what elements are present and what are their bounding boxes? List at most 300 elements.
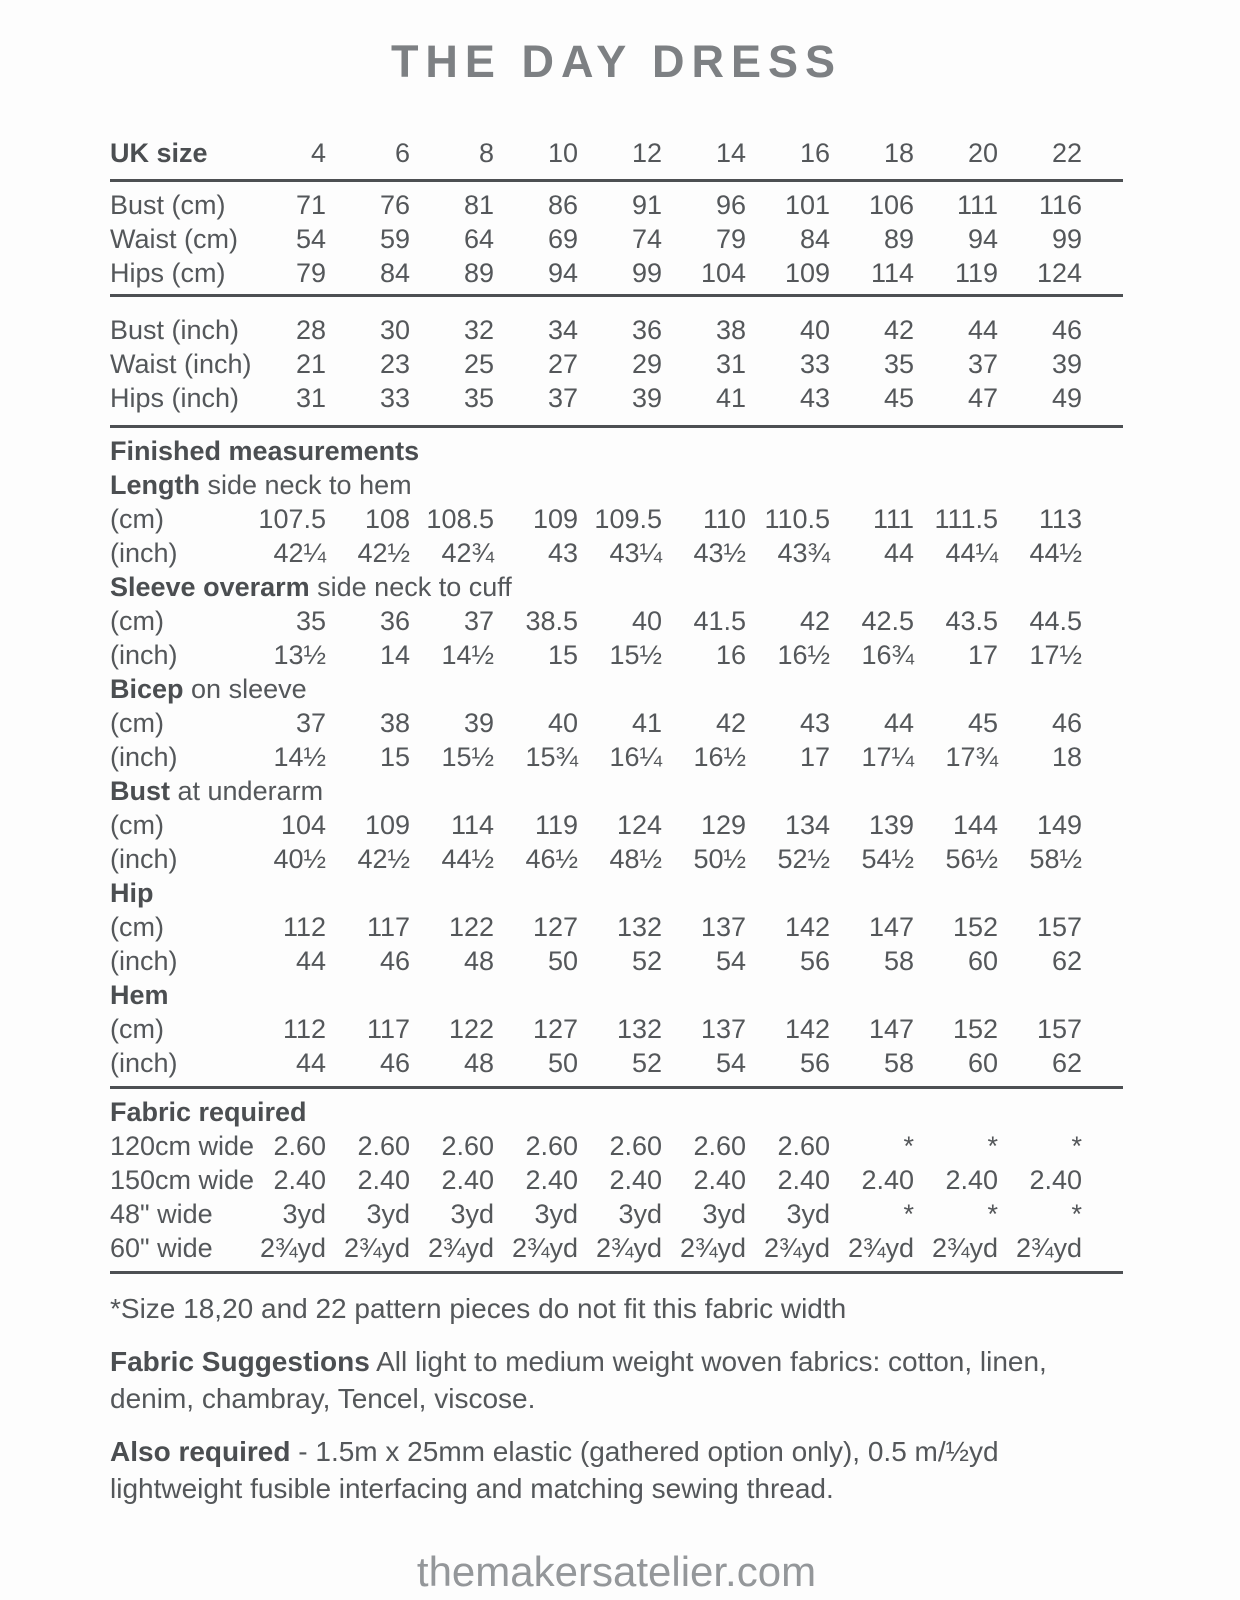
table-row xyxy=(110,347,1123,381)
cell-value: 137 xyxy=(700,912,746,942)
cell-value: 29 xyxy=(631,349,662,379)
cell-value: 37 xyxy=(547,383,578,413)
spacer-cell xyxy=(1082,944,1123,978)
cell-value: 124 xyxy=(616,810,662,840)
cell-value: 2.40 xyxy=(609,1165,662,1195)
cell-value: 28 xyxy=(295,315,326,345)
spacer-cell xyxy=(1082,1163,1123,1197)
cell-value: 36 xyxy=(631,315,662,345)
cell-value: 109.5 xyxy=(594,504,662,534)
finished-group-name: Bust xyxy=(110,776,170,806)
cell-value: 16½ xyxy=(693,742,746,772)
cell-value: 44½ xyxy=(441,844,494,874)
cell-value: 2¾yd xyxy=(679,1233,746,1263)
row-label: Waist (cm) xyxy=(110,224,238,254)
also-required-note xyxy=(110,1433,1123,1507)
cell-value: 22 xyxy=(1051,138,1082,168)
row-label: (cm) xyxy=(110,606,164,636)
cell-value: 54½ xyxy=(861,844,914,874)
spacer-cell xyxy=(1082,381,1123,415)
cell-value: 117 xyxy=(366,1014,410,1044)
cell-value: 18 xyxy=(1051,742,1082,772)
cell-value: 46 xyxy=(1051,315,1082,345)
cell-value: 58 xyxy=(883,946,914,976)
cell-value: 89 xyxy=(463,258,494,288)
cell-value: 38 xyxy=(715,315,746,345)
spacer-cell xyxy=(1082,808,1123,842)
table-row xyxy=(110,842,1123,876)
cell-value: 2¾yd xyxy=(595,1233,662,1263)
cell-value: 119 xyxy=(954,258,998,288)
cell-value: 4 xyxy=(310,138,326,168)
cell-value: 62 xyxy=(1051,946,1082,976)
cell-value: 16¾ xyxy=(861,640,914,670)
spacer-cell xyxy=(1082,910,1123,944)
finished-group-name: Sleeve overarm xyxy=(110,572,310,602)
cell-value: 129 xyxy=(700,810,746,840)
cell-value: 2.40 xyxy=(273,1165,326,1195)
cell-value: 31 xyxy=(715,349,746,379)
cell-value: 42¾ xyxy=(441,538,494,568)
spacer-cell xyxy=(1082,1046,1123,1080)
cell-value: 96 xyxy=(715,190,746,220)
cell-value: 107.5 xyxy=(258,504,326,534)
cell-value: 99 xyxy=(631,258,662,288)
row-label: (inch) xyxy=(110,1048,178,1078)
cell-value: 46 xyxy=(379,946,410,976)
spacer-cell xyxy=(1082,536,1123,570)
cell-value: 124 xyxy=(1036,258,1082,288)
cell-value: 35 xyxy=(883,349,914,379)
cell-value: 52½ xyxy=(777,844,830,874)
row-label: (cm) xyxy=(110,810,164,840)
cell-value: 91 xyxy=(631,190,662,220)
table-row xyxy=(110,1231,1123,1265)
spacer-cell xyxy=(1082,842,1123,876)
cell-value: 2.40 xyxy=(777,1165,830,1195)
spacer-cell xyxy=(1082,313,1123,347)
divider-rule xyxy=(110,425,1123,428)
cell-value: 127 xyxy=(532,912,578,942)
spacer-cell xyxy=(1082,222,1123,256)
fabric-required-section xyxy=(110,1095,1123,1265)
cell-value: 101 xyxy=(784,190,830,220)
cell-value: 12 xyxy=(631,138,662,168)
cell-value: 94 xyxy=(967,224,998,254)
spacer-cell xyxy=(1082,188,1123,222)
table-row xyxy=(110,131,1123,175)
row-label: (cm) xyxy=(110,1014,164,1044)
cell-value: * xyxy=(903,1131,914,1161)
cell-value: 106 xyxy=(868,190,914,220)
finished-groups xyxy=(110,468,1123,1080)
divider-rule xyxy=(110,179,1123,182)
cell-value: 137 xyxy=(700,1014,746,1044)
cell-value: * xyxy=(987,1131,998,1161)
cell-value: 42 xyxy=(799,606,830,636)
cell-value: 89 xyxy=(883,224,914,254)
cell-value: 15½ xyxy=(441,742,494,772)
row-label: (inch) xyxy=(110,742,178,772)
cell-value: 17¾ xyxy=(945,742,998,772)
cell-value: 35 xyxy=(295,606,326,636)
cell-value: 2¾yd xyxy=(511,1233,578,1263)
cell-value: 62 xyxy=(1051,1048,1082,1078)
cell-value: 2¾yd xyxy=(847,1233,914,1263)
cell-value: 112 xyxy=(282,1014,326,1044)
cell-value: 152 xyxy=(952,912,998,942)
cell-value: 142 xyxy=(784,1014,830,1044)
cell-value: 144 xyxy=(952,810,998,840)
body-measurements-inch-table xyxy=(110,313,1123,415)
cell-value: 59 xyxy=(379,224,410,254)
cell-value: 132 xyxy=(616,1014,662,1044)
notes-section xyxy=(110,1290,1123,1507)
cell-value: 111 xyxy=(956,190,998,220)
table-row xyxy=(110,740,1123,774)
cell-value: 2¾yd xyxy=(259,1233,326,1263)
cell-value: 2.40 xyxy=(861,1165,914,1195)
cell-value: 52 xyxy=(631,946,662,976)
cell-value: 42½ xyxy=(357,538,410,568)
cell-value: 147 xyxy=(868,1014,914,1044)
cell-value: 48½ xyxy=(609,844,662,874)
cell-value: 41 xyxy=(715,383,746,413)
finished-group-heading xyxy=(110,570,1123,604)
cell-value: 110.5 xyxy=(764,504,830,534)
row-label: (cm) xyxy=(110,912,164,942)
cell-value: 110 xyxy=(702,504,746,534)
cell-value: 44½ xyxy=(1029,538,1082,568)
spacer-cell xyxy=(1082,1197,1123,1231)
cell-value: 111 xyxy=(872,504,914,534)
cell-value: 44¼ xyxy=(945,538,998,568)
cell-value: 45 xyxy=(967,708,998,738)
cell-value: 3yd xyxy=(702,1199,746,1229)
cell-value: 14½ xyxy=(441,640,494,670)
cell-value: 109 xyxy=(532,504,578,534)
fabric-suggestions-label: Fabric Suggestions xyxy=(110,1346,370,1377)
cell-value: 21 xyxy=(295,349,326,379)
cell-value: 38.5 xyxy=(525,606,578,636)
spacer-cell xyxy=(1082,740,1123,774)
divider-rule xyxy=(110,294,1123,297)
cell-value: 2.60 xyxy=(693,1131,746,1161)
cell-value: 3yd xyxy=(534,1199,578,1229)
cell-value: 139 xyxy=(868,810,914,840)
cell-value: 16¼ xyxy=(609,742,662,772)
cell-value: 46½ xyxy=(525,844,578,874)
cell-value: 31 xyxy=(295,383,326,413)
cell-value: 46 xyxy=(1051,708,1082,738)
cell-value: 39 xyxy=(631,383,662,413)
row-label: Bust (cm) xyxy=(110,190,226,220)
spacer-cell xyxy=(1082,1129,1123,1163)
cell-value: 43¾ xyxy=(777,538,830,568)
cell-value: 14 xyxy=(715,138,746,168)
spacer-cell xyxy=(1082,502,1123,536)
cell-value: 113 xyxy=(1038,504,1082,534)
finished-measurements-section xyxy=(110,434,1123,1080)
cell-value: 60 xyxy=(967,946,998,976)
finished-group-desc: side neck to cuff xyxy=(309,572,512,602)
finished-group-table xyxy=(110,808,1123,876)
cell-value: 43 xyxy=(799,708,830,738)
row-label: Hips (inch) xyxy=(110,383,240,413)
cell-value: * xyxy=(1071,1199,1082,1229)
finished-group-name: Hem xyxy=(110,980,169,1010)
table-row xyxy=(110,313,1123,347)
cell-value: 109 xyxy=(364,810,410,840)
cell-value: 23 xyxy=(379,349,410,379)
cell-value: 108 xyxy=(364,504,410,534)
table-row xyxy=(110,536,1123,570)
cell-value: 58 xyxy=(883,1048,914,1078)
cell-value: 15 xyxy=(547,640,578,670)
cell-value: 18 xyxy=(883,138,914,168)
cell-value: 58½ xyxy=(1029,844,1082,874)
cell-value: 134 xyxy=(784,810,830,840)
finished-group-heading xyxy=(110,774,1123,808)
cell-value: 152 xyxy=(952,1014,998,1044)
cell-value: 79 xyxy=(715,224,746,254)
cell-value: 32 xyxy=(463,315,494,345)
cell-value: 74 xyxy=(631,224,662,254)
cell-value: 149 xyxy=(1036,810,1082,840)
cell-value: 114 xyxy=(870,258,914,288)
finished-group-name: Hip xyxy=(110,878,154,908)
cell-value: 44.5 xyxy=(1029,606,1082,636)
also-required-text: - 1.5m x 25mm elastic (gathered option only), 0.5 m/½yd lightweight fusible interfacing and matching sewing thread. xyxy=(110,1436,999,1504)
spacer-cell xyxy=(1082,604,1123,638)
cell-value: 10 xyxy=(547,138,578,168)
cell-value: 157 xyxy=(1036,1014,1082,1044)
cell-value: 147 xyxy=(868,912,914,942)
cell-value: 15¾ xyxy=(525,742,578,772)
divider-rule xyxy=(110,1086,1123,1089)
row-label: (inch) xyxy=(110,538,178,568)
table-row xyxy=(110,1046,1123,1080)
finished-group-desc: at underarm xyxy=(170,776,324,806)
cell-value: 94 xyxy=(547,258,578,288)
cell-value: 64 xyxy=(463,224,494,254)
cell-value: * xyxy=(903,1199,914,1229)
finished-group-table xyxy=(110,1012,1123,1080)
finished-group-table xyxy=(110,706,1123,774)
cell-value: 15½ xyxy=(609,640,662,670)
cell-value: 42 xyxy=(883,315,914,345)
cell-value: 3yd xyxy=(366,1199,410,1229)
spacer-cell xyxy=(1082,131,1123,175)
cell-value: 2.60 xyxy=(441,1131,494,1161)
cell-value: 132 xyxy=(616,912,662,942)
cell-value: 33 xyxy=(379,383,410,413)
cell-value: 79 xyxy=(295,258,326,288)
table-row xyxy=(110,638,1123,672)
cell-value: 34 xyxy=(547,315,578,345)
cell-value: 37 xyxy=(967,349,998,379)
cell-value: 40 xyxy=(547,708,578,738)
cell-value: 81 xyxy=(463,190,494,220)
table-row xyxy=(110,944,1123,978)
cell-value: * xyxy=(1071,1131,1082,1161)
cell-value: 3yd xyxy=(450,1199,494,1229)
cell-value: 33 xyxy=(799,349,830,379)
cell-value: 84 xyxy=(379,258,410,288)
cell-value: 48 xyxy=(463,946,494,976)
cell-value: 104 xyxy=(700,258,746,288)
spacer-cell xyxy=(1082,638,1123,672)
cell-value: 2.40 xyxy=(357,1165,410,1195)
cell-value: 43¼ xyxy=(609,538,662,568)
finished-group-table xyxy=(110,604,1123,672)
cell-value: 3yd xyxy=(786,1199,830,1229)
finished-measurements-heading: Finished measurements xyxy=(110,436,420,466)
cell-value: 44 xyxy=(967,315,998,345)
cell-value: 44 xyxy=(295,1048,326,1078)
cell-value: 17½ xyxy=(1029,640,1082,670)
cell-value: 14½ xyxy=(273,742,326,772)
cell-value: 2.40 xyxy=(441,1165,494,1195)
divider-rule xyxy=(110,1271,1123,1274)
cell-value: 2.40 xyxy=(945,1165,998,1195)
cell-value: 71 xyxy=(295,190,326,220)
cell-value: 2¾yd xyxy=(763,1233,830,1263)
row-label: UK size xyxy=(110,138,208,168)
cell-value: 47 xyxy=(967,383,998,413)
row-label: 48" wide xyxy=(110,1199,213,1229)
cell-value: 27 xyxy=(547,349,578,379)
cell-value: 2.60 xyxy=(357,1131,410,1161)
cell-value: 119 xyxy=(534,810,578,840)
cell-value: 2.60 xyxy=(525,1131,578,1161)
fabric-suggestions-note xyxy=(110,1343,1123,1417)
spacer-cell xyxy=(1082,1231,1123,1265)
table-row xyxy=(110,188,1123,222)
row-label: 150cm wide xyxy=(110,1165,255,1195)
cell-value: 20 xyxy=(967,138,998,168)
row-label: Waist (inch) xyxy=(110,349,252,379)
cell-value: 25 xyxy=(463,349,494,379)
cell-value: 3yd xyxy=(282,1199,326,1229)
cell-value: 112 xyxy=(282,912,326,942)
cell-value: 35 xyxy=(463,383,494,413)
row-label: (inch) xyxy=(110,946,178,976)
cell-value: 42½ xyxy=(357,844,410,874)
cell-value: 109 xyxy=(784,258,830,288)
cell-value: 43.5 xyxy=(945,606,998,636)
cell-value: 2.60 xyxy=(609,1131,662,1161)
row-label: Hips (cm) xyxy=(110,258,226,288)
cell-value: 36 xyxy=(379,606,410,636)
row-label: (cm) xyxy=(110,504,164,534)
cell-value: 111.5 xyxy=(934,504,998,534)
cell-value: 41 xyxy=(631,708,662,738)
cell-value: 122 xyxy=(448,912,494,942)
cell-value: 30 xyxy=(379,315,410,345)
finished-group-table xyxy=(110,910,1123,978)
cell-value: 16 xyxy=(715,640,746,670)
cell-value: 2¾yd xyxy=(1015,1233,1082,1263)
cell-value: 2.40 xyxy=(525,1165,578,1195)
cell-value: 38 xyxy=(379,708,410,738)
cell-value: 43 xyxy=(547,538,578,568)
cell-value: 42.5 xyxy=(861,606,914,636)
cell-value: 50 xyxy=(547,946,578,976)
cell-value: 50½ xyxy=(693,844,746,874)
cell-value: 8 xyxy=(478,138,494,168)
cell-value: 56½ xyxy=(945,844,998,874)
cell-value: 117 xyxy=(366,912,410,942)
cell-value: 17 xyxy=(799,742,830,772)
cell-value: 142 xyxy=(784,912,830,942)
spacer-cell xyxy=(1082,706,1123,740)
cell-value: 49 xyxy=(1051,383,1082,413)
finished-group-table xyxy=(110,502,1123,570)
fabric-required-heading: Fabric required xyxy=(110,1097,307,1127)
cell-value: 60 xyxy=(967,1048,998,1078)
finished-group-heading xyxy=(110,468,1123,502)
also-required-label: Also required xyxy=(110,1436,291,1467)
row-label: 60" wide xyxy=(110,1233,213,1263)
cell-value: 104 xyxy=(280,810,326,840)
spacer-cell xyxy=(1082,1012,1123,1046)
table-row xyxy=(110,604,1123,638)
row-label: (inch) xyxy=(110,640,178,670)
table-row xyxy=(110,910,1123,944)
cell-value: 99 xyxy=(1051,224,1082,254)
cell-value: 2¾yd xyxy=(343,1233,410,1263)
uk-size-header-table xyxy=(110,131,1123,175)
table-row xyxy=(110,808,1123,842)
cell-value: 2¾yd xyxy=(427,1233,494,1263)
cell-value: 56 xyxy=(799,1048,830,1078)
finished-group-name: Length xyxy=(110,470,200,500)
cell-value: 122 xyxy=(448,1014,494,1044)
table-row xyxy=(110,706,1123,740)
asterisk-note-text: *Size 18,20 and 22 pattern pieces do not fit this fabric width xyxy=(110,1293,847,1324)
cell-value: 52 xyxy=(631,1048,662,1078)
cell-value: 17¼ xyxy=(861,742,914,772)
cell-value: 44 xyxy=(295,946,326,976)
finished-group-heading xyxy=(110,978,1123,1012)
cell-value: 40 xyxy=(631,606,662,636)
cell-value: 37 xyxy=(295,708,326,738)
cell-value: 84 xyxy=(799,224,830,254)
table-row xyxy=(110,222,1123,256)
cell-value: 14 xyxy=(379,640,410,670)
cell-value: 15 xyxy=(379,742,410,772)
cell-value: * xyxy=(987,1199,998,1229)
cell-value: 127 xyxy=(532,1014,578,1044)
cell-value: 39 xyxy=(463,708,494,738)
cell-value: 40½ xyxy=(273,844,326,874)
table-row xyxy=(110,381,1123,415)
cell-value: 41.5 xyxy=(693,606,746,636)
cell-value: 2¾yd xyxy=(931,1233,998,1263)
cell-value: 50 xyxy=(547,1048,578,1078)
cell-value: 42 xyxy=(715,708,746,738)
fabric-required-table xyxy=(110,1129,1123,1265)
table-row xyxy=(110,256,1123,290)
table-row xyxy=(110,1012,1123,1046)
cell-value: 45 xyxy=(883,383,914,413)
finished-group-desc: on sleeve xyxy=(183,674,307,704)
cell-value: 2.40 xyxy=(1029,1165,1082,1195)
cell-value: 114 xyxy=(450,810,494,840)
table-row xyxy=(110,1197,1123,1231)
page-title: THE DAY DRESS xyxy=(390,36,843,87)
